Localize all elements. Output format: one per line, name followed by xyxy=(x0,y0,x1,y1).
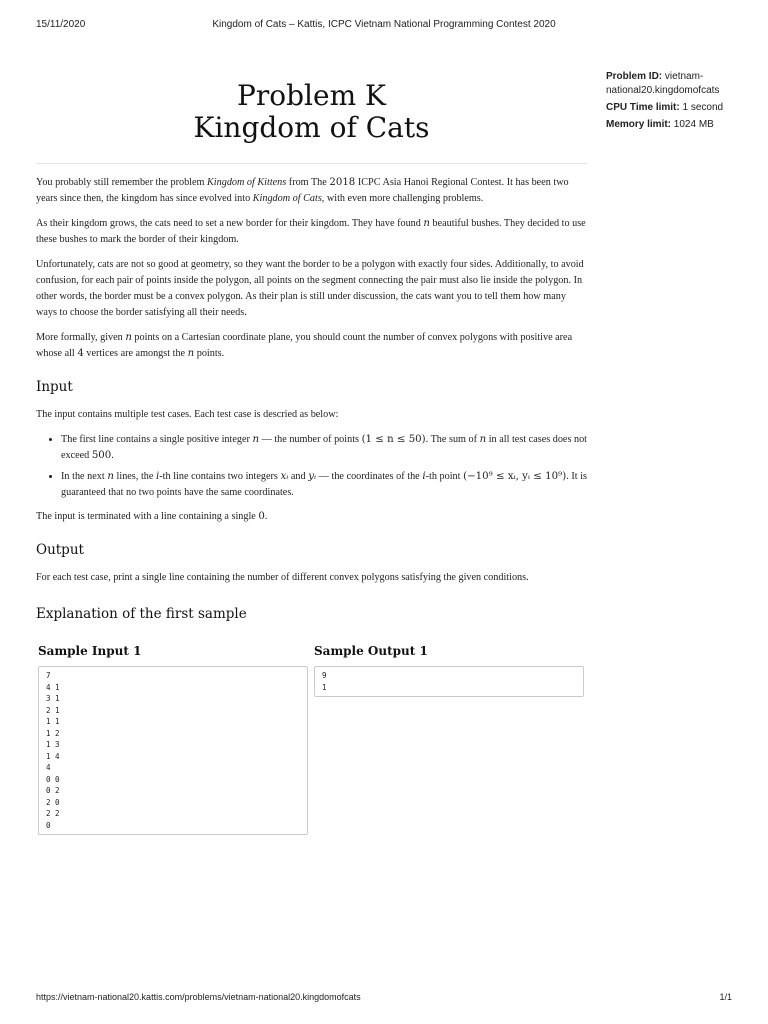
problem-sidebar xyxy=(606,70,736,135)
math-n: n xyxy=(423,218,430,229)
text: . The sum of xyxy=(425,434,480,445)
text: beautiful bushes. They decided to use these bushes to mark the border of their kingdom. xyxy=(36,218,586,245)
input-intro: The input contains multiple test cases. Each test case is descried as below: xyxy=(36,409,339,420)
input-heading: Input xyxy=(36,379,73,395)
text: In the next xyxy=(61,471,108,482)
math-n: n xyxy=(187,348,195,359)
statement-paragraph-3: Unfortunately, cats are not so good at geometry, so they want the border to be a polygon with exactly four sides. Additionally, to avoid confusion, for each pair of points inside the polygon, all points on the segment connecting the pair must also lie inside the polygon. In other words, the border must be a convex polygon. As their plan is still under discussion, the cats want you to tell them how many ways to choose the border satisfying all their needs. xyxy=(36,259,584,318)
math-n: n xyxy=(107,471,114,482)
input-bullet-2 xyxy=(61,469,587,501)
print-date: 15/11/2020 xyxy=(36,19,86,30)
input-terminator xyxy=(36,509,587,525)
text: points. xyxy=(194,348,225,359)
memory-limit-label: Memory limit: xyxy=(606,119,672,130)
year-value: 2018 xyxy=(329,177,356,188)
sample-input-text[interactable]: 7 4 1 3 1 2 1 1 1 1 2 1 3 1 4 4 0 0 0 2 2 0 2 2 0 xyxy=(38,666,308,835)
sample-output-block xyxy=(314,644,584,697)
samples-area xyxy=(38,644,586,844)
math-y-i: yᵢ xyxy=(308,471,317,482)
math-n-range: (1 ≤ n ≤ 50) xyxy=(361,434,426,445)
statement-paragraph-4 xyxy=(36,330,587,362)
math-n: n xyxy=(479,434,487,445)
problem-id-label: Problem ID: xyxy=(606,71,663,82)
text: ICPC Asia Hanoi Regional Contest. It has been two years since then, the kingdom has since evolved into xyxy=(36,177,569,204)
text: in all test cases does not exceed xyxy=(61,434,588,461)
problem-statement xyxy=(36,175,587,634)
print-footer xyxy=(36,992,732,1006)
text: . xyxy=(264,511,268,522)
text: points on a Cartesian coordinate plane, you should count the number of convex polygons with positive area whose all xyxy=(36,332,573,359)
statement-paragraph-1 xyxy=(36,175,587,207)
statement-paragraph-2 xyxy=(36,216,587,248)
problem-title xyxy=(36,80,587,144)
print-header xyxy=(36,19,732,33)
input-bullets xyxy=(36,432,587,501)
text: . It is guaranteed that no two points have the same coordinates. xyxy=(61,471,587,498)
cpu-limit-value: 1 second xyxy=(682,102,724,113)
cpu-limit-label: CPU Time limit: xyxy=(606,102,680,113)
title-divider xyxy=(36,163,587,164)
problem-name: Kingdom of Cats xyxy=(193,111,430,144)
problem-id-value: vietnam-national20.kingdomofcats xyxy=(606,71,720,96)
text: The input is terminated with a line containing a single xyxy=(36,511,259,522)
print-url[interactable]: https://vietnam-national20.kattis.com/problems/vietnam-national20.kingdomofcats xyxy=(36,992,361,1002)
input-bullet-1 xyxy=(61,432,587,464)
explanation-heading: Explanation of the first sample xyxy=(36,606,247,622)
output-text: For each test case, print a single line containing the number of different convex polygons satisfying the given conditions. xyxy=(36,572,529,583)
text: from The xyxy=(286,177,330,188)
math-x-i: xᵢ xyxy=(280,471,289,482)
cpu-limit-row xyxy=(606,101,736,115)
math-n: n xyxy=(252,434,259,445)
sample-output-text[interactable]: 9 1 xyxy=(314,666,584,697)
text: lines, the xyxy=(113,471,157,482)
text: You probably still remember the problem xyxy=(36,177,207,188)
math-sum-limit: 500 xyxy=(91,450,112,461)
math-n: n xyxy=(125,332,132,343)
text: -th point xyxy=(425,471,464,482)
output-heading: Output xyxy=(36,542,84,558)
text: -th line contains two integers xyxy=(159,471,281,482)
problem-letter: Problem K xyxy=(237,79,386,112)
kingdom-of-kittens-ref: Kingdom of Kittens xyxy=(207,177,287,188)
memory-limit-row xyxy=(606,118,736,132)
kingdom-of-cats-ref: Kingdom of Cats xyxy=(252,193,322,204)
text: — the number of points xyxy=(259,434,362,445)
math-i: i xyxy=(156,471,160,482)
math-i: i xyxy=(422,471,426,482)
text: . xyxy=(111,450,114,461)
text: and xyxy=(288,471,309,482)
text: As their kingdom grows, the cats need to set a new border for their kingdom. They have found xyxy=(36,218,424,229)
print-page-title: Kingdom of Cats – Kattis, ICPC Vietnam National Programming Contest 2020 xyxy=(212,19,556,30)
text: vertices are amongst the xyxy=(83,348,188,359)
print-page-number: 1/1 xyxy=(719,992,732,1002)
memory-limit-value: 1024 MB xyxy=(673,119,714,130)
math-zero: 0 xyxy=(258,511,265,522)
text: — the coordinates of the xyxy=(316,471,423,482)
sample-input-title: Sample Input 1 xyxy=(38,644,142,658)
problem-id-row xyxy=(606,70,736,98)
text: More formally, given xyxy=(36,332,126,343)
text: , with even more challenging problems. xyxy=(321,193,484,204)
sample-input-block xyxy=(38,644,308,835)
math-coordinate-range: (−10⁹ ≤ xᵢ, yᵢ ≤ 10⁹) xyxy=(463,471,567,482)
text: The first line contains a single positive integer xyxy=(61,434,253,445)
math-four: 4 xyxy=(77,348,84,359)
sample-output-title: Sample Output 1 xyxy=(314,644,428,658)
